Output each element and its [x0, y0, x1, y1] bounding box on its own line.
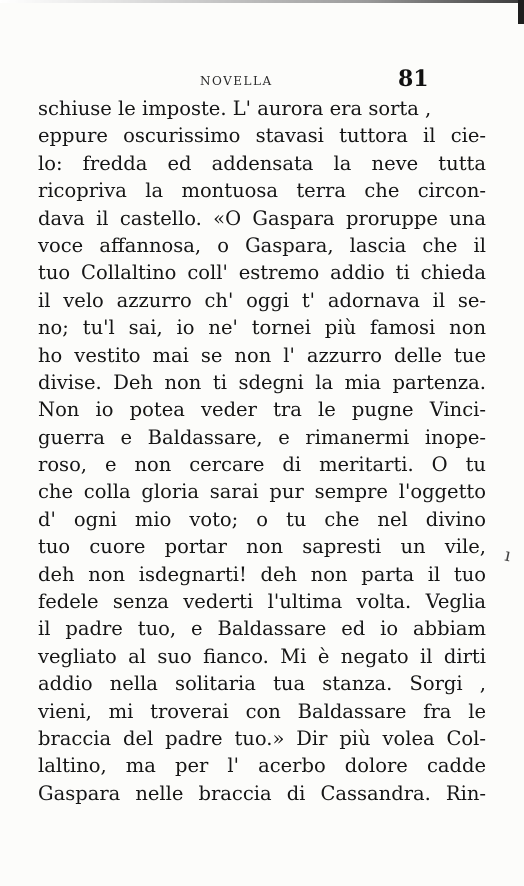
text-line: no; tu'l sai, io ne' tornei più famosi non	[38, 316, 486, 340]
body-text	[38, 95, 486, 807]
text-line: roso, e non cercare di meritarti. O tu	[38, 453, 486, 477]
text-line: il velo azzurro ch' oggi t' adornava il se-	[38, 288, 486, 312]
text-line: vegliato al suo fianco. Mi è negato il dirti	[38, 644, 486, 668]
text-line: deh non isdegnarti! deh non parta il tuo	[38, 562, 486, 586]
text-line: divise. Deh non ti sdegni la mia partenza.	[38, 370, 486, 394]
text-line: Non io potea veder tra le pugne Vinci-	[38, 398, 486, 422]
text-line: schiuse le imposte. L' aurora era sorta ,	[38, 97, 432, 120]
page-edge-mark	[518, 0, 524, 24]
running-title: NOVELLA	[200, 74, 273, 88]
text-line: laltino, ma per l' acerbo dolore cadde	[38, 754, 486, 778]
ink-mark: ı	[502, 544, 513, 567]
text-line: ho vestito mai se non l' azzurro delle tue	[38, 343, 486, 367]
top-edge-shadow	[0, 0, 524, 3]
text-line: voce affannosa, o Gaspara, lascia che il	[38, 233, 486, 257]
text-line: ricopriva la montuosa terra che circon-	[38, 179, 486, 203]
text-line: braccia del padre tuo.» Dir più volea Col-	[38, 726, 486, 750]
text-line: il padre tuo, e Baldassare ed io abbiam	[38, 617, 486, 641]
page-number: 81	[398, 66, 429, 92]
text-line: eppure oscurissimo stavasi tuttora il cie-	[38, 124, 486, 148]
text-line: dava il castello. «O Gaspara proruppe una	[38, 206, 486, 230]
text-line: addio nella solitaria tua stanza. Sorgi ,	[38, 672, 486, 696]
text-line: fedele senza vederti l'ultima volta. Veglia	[38, 590, 486, 614]
text-line: Gaspara nelle braccia di Cassandra. Rin-	[38, 781, 486, 805]
text-line: d' ogni mio voto; o tu che nel divino	[38, 507, 486, 531]
text-line: tuo cuore portar non sapresti un vile,	[38, 535, 486, 559]
text-line: vieni, mi troverai con Baldassare fra le	[38, 699, 486, 723]
text-line: che colla gloria sarai pur sempre l'oggetto	[38, 480, 486, 504]
text-line: lo: fredda ed addensata la neve tutta	[38, 151, 486, 175]
text-line: tuo Collaltino coll' estremo addio ti chieda	[38, 261, 486, 285]
text-line: guerra e Baldassare, e rimanermi inope-	[38, 425, 486, 449]
